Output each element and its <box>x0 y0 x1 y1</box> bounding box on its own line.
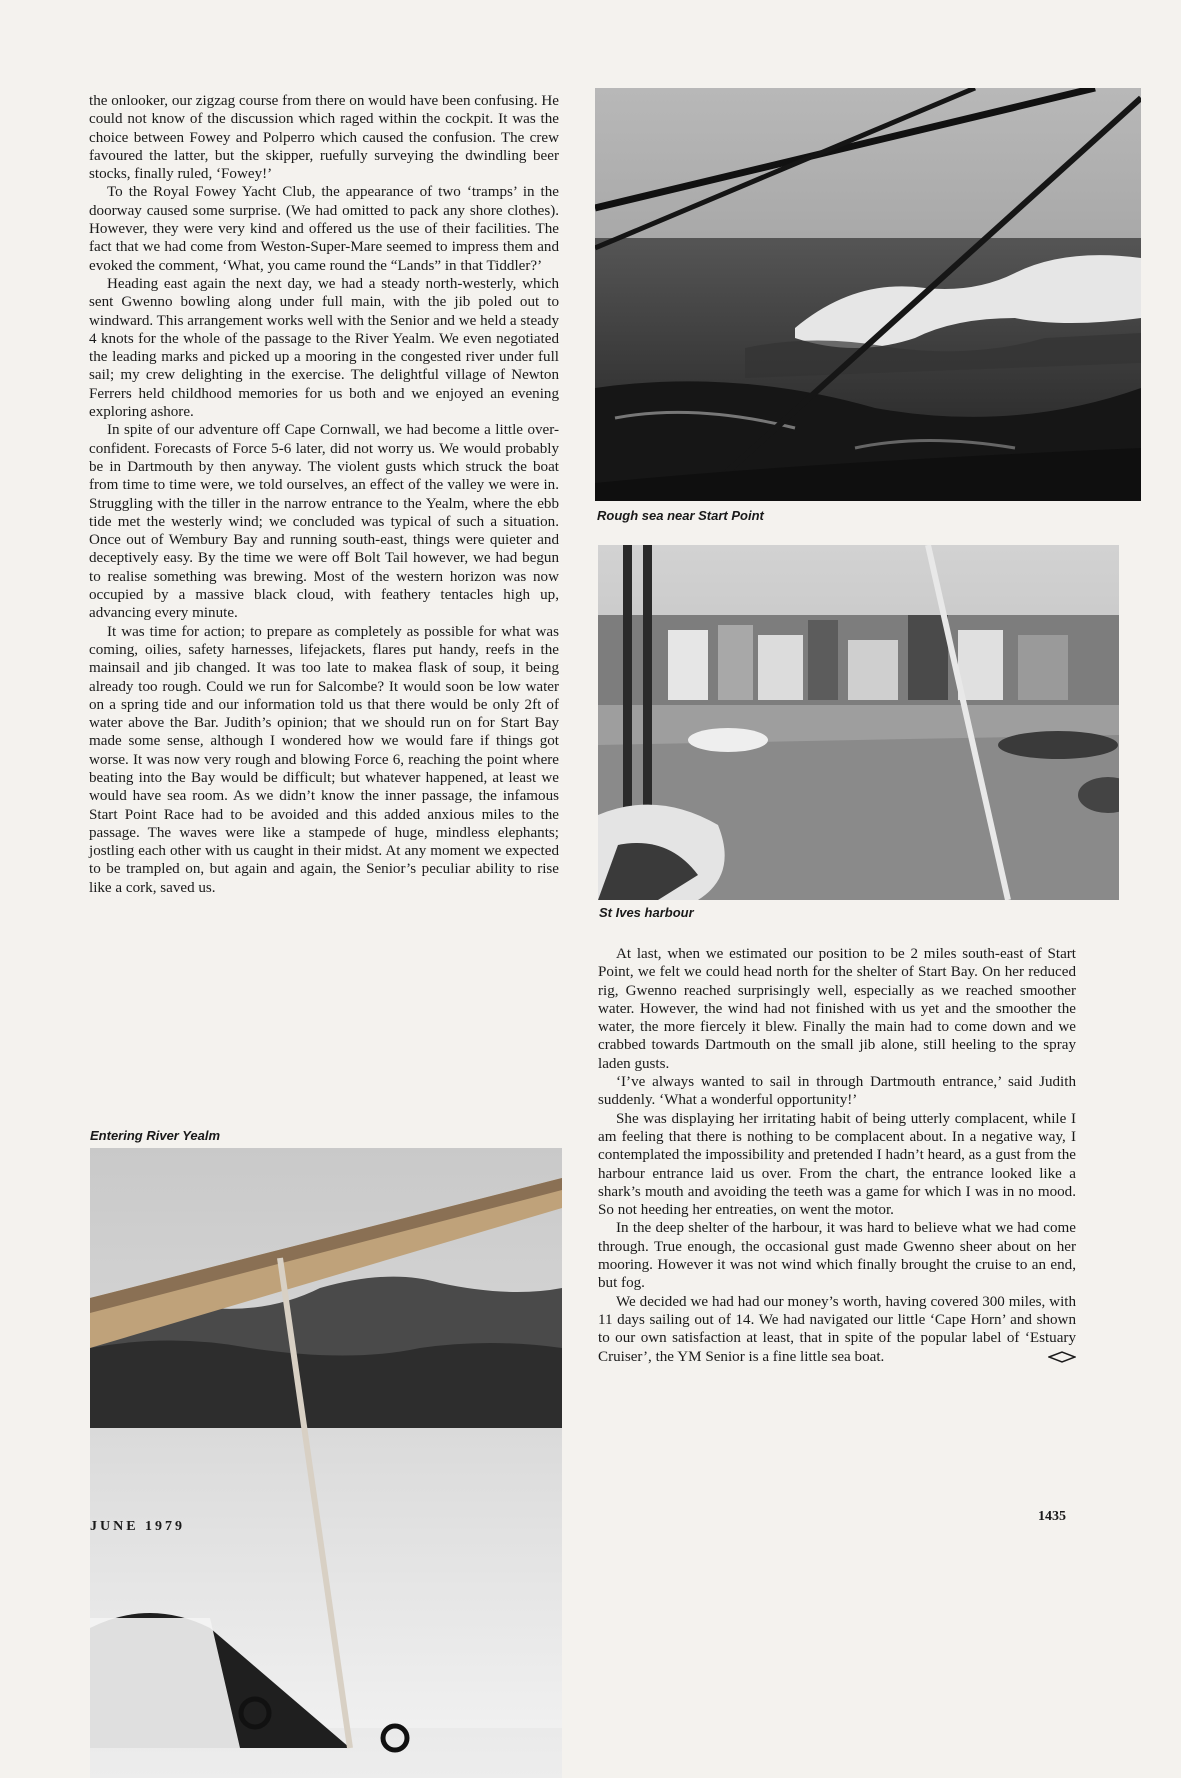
article-paragraph: She was displaying her irritating habit of being utterly complacent, while I am feeling that there is nothing to be complacent about. In a negative way, I contemplated the impossibility and pretended I hadn’t heard, as a gust from the harbour entrance laid us over. From the chart, the entrance looked like a shark’s mouth and avoiding the teeth was a game for which I was in no mood. So not heeding her entreaties, on went the motor. <box>598 1110 1076 1219</box>
article-paragraph: In the deep shelter of the harbour, it was hard to believe what we had come through. True enough, the occasional gust made Gwenno sheer about on her mooring. However it was not wind which finally brought the cruise to an end, but fog. <box>598 1220 1076 1292</box>
left-text-column <box>89 92 559 897</box>
river-yealm-image <box>90 1148 562 1778</box>
article-paragraph: In spite of our adventure off Cape Cornwall, we had become a little over-confident. Forecasts of Force 5-6 later, did not worry us. We would probably be in Dartmouth by then anyway. The violent gusts which struck the boat from time to time were, we told ourselves, an effect of the valley we were in. Struggling with the tiller in the narrow entrance to the Yealm, where the ebb tide met the westerly wind; we concluded was typical of such a situation. Once out of Wembury Bay and running south-east, things were quieter and deceptively easy. By the time we were off Bolt Tail however, we had begun to realise something was brewing. Most of the western horizon was now occupied by a massive black cloud, with feathery tentacles high up, advancing every minute. <box>89 422 559 622</box>
photo-caption-st-ives: St Ives harbour <box>599 905 694 920</box>
st-ives-harbour-image <box>598 545 1119 900</box>
article-paragraph: It was time for action; to prepare as completely as possible for what was coming, oilies, safety harnesses, lifejackets, flares put handy, reefs in the mainsail and jib changed. It was too late to makea flask of soup, it being already too rough. Could we run for Salcombe? It would soon be low water on a spring tide and our information told us that there would be only 2ft of water above the Bar. Judith’s opinion; that we should run on for Start Bay made some sense, although I wondered how we would fare if things got worse. It was now very rough and blowing Force 6, reaching the point where beating into the Bay would be difficult; but whatever happened, at least we would have sea room. As we didn’t know the inner passage, the infamous Start Point Race had to be avoided and this added anxious miles to the passage. The waves were like a stampede of huge, mindless elephants; jostling each other with us caught in their midst. At any moment we expected to be trampled on, but again and again, the Senior’s peculiar ability to rise like a cork, saved us. <box>89 623 559 896</box>
photo-rough-sea <box>595 88 1141 501</box>
diamond-end-mark-icon <box>1048 1350 1076 1368</box>
photo-caption-rough-sea: Rough sea near Start Point <box>597 508 764 523</box>
right-text-column <box>598 945 1076 1366</box>
photo-st-ives <box>598 545 1119 900</box>
article-paragraph: To the Royal Fowey Yacht Club, the appearance of two ‘tramps’ in the doorway caused some surprise. (We had omitted to pack any shore clothes). However, they were very kind and offered us the use of their facilities. The fact that we had come from Weston-Super-Mare seemed to impress them and evoked the comment, ‘What, you came round the “Lands” in that Tiddler?’ <box>89 184 559 274</box>
article-paragraph: We decided we had had our money’s worth, having covered 300 miles, with 11 days sailing out of 14. We had navigated our little ‘Cape Horn’ and shown to our own satisfaction at least, that in spite of the popular label of ‘Estuary Cruiser’, the YM Senior is a fine little sea boat. <box>598 1293 1076 1365</box>
photo-river-yealm <box>90 1148 562 1778</box>
article-paragraph: ‘I’ve always wanted to sail in through Dartmouth entrance,’ said Judith suddenly. ‘What a wonderful opportunity!’ <box>598 1074 1076 1109</box>
page-number: 1435 <box>1038 1509 1066 1524</box>
article-paragraph: At last, when we estimated our position to be 2 miles south-east of Start Point, we felt we could head north for the shelter of Start Bay. On her reduced rig, Gwenno reached surprisingly well, especially as we reached smoother water. However, the wind had not finished with us yet and the smoother the water, the more fiercely it blew. Finally the main had to come down and we crabbed towards Dartmouth on the small jib alone, still heeling to the spray laden gusts. <box>598 946 1076 1072</box>
photo-caption-river-yealm: Entering River Yealm <box>90 1128 221 1143</box>
rough-sea-image <box>595 88 1141 501</box>
issue-date: JUNE 1979 <box>90 1519 186 1534</box>
article-paragraph: Heading east again the next day, we had a steady north-westerly, which sent Gwenno bowling along under full main, with the jib poled out to windward. This arrangement works well with the Senior and we held a steady 4 knots for the whole of the passage to the River Yealm. We even negotiated the leading marks and picked up a mooring in the congested river under full sail; my crew delighting in the exercise. The delightful village of Newton Ferrers held childhood memories for us both and we enjoyed an evening exploring ashore. <box>89 275 559 421</box>
article-paragraph: the onlooker, our zigzag course from there on would have been confusing. He could not know of the discussion which raged within the cockpit. It was the choice between Fowey and Polperro which caused the confusion. The crew favoured the latter, but the skipper, ruefully surveying the dwindling beer stocks, finally ruled, ‘Fowey!’ <box>89 93 559 183</box>
